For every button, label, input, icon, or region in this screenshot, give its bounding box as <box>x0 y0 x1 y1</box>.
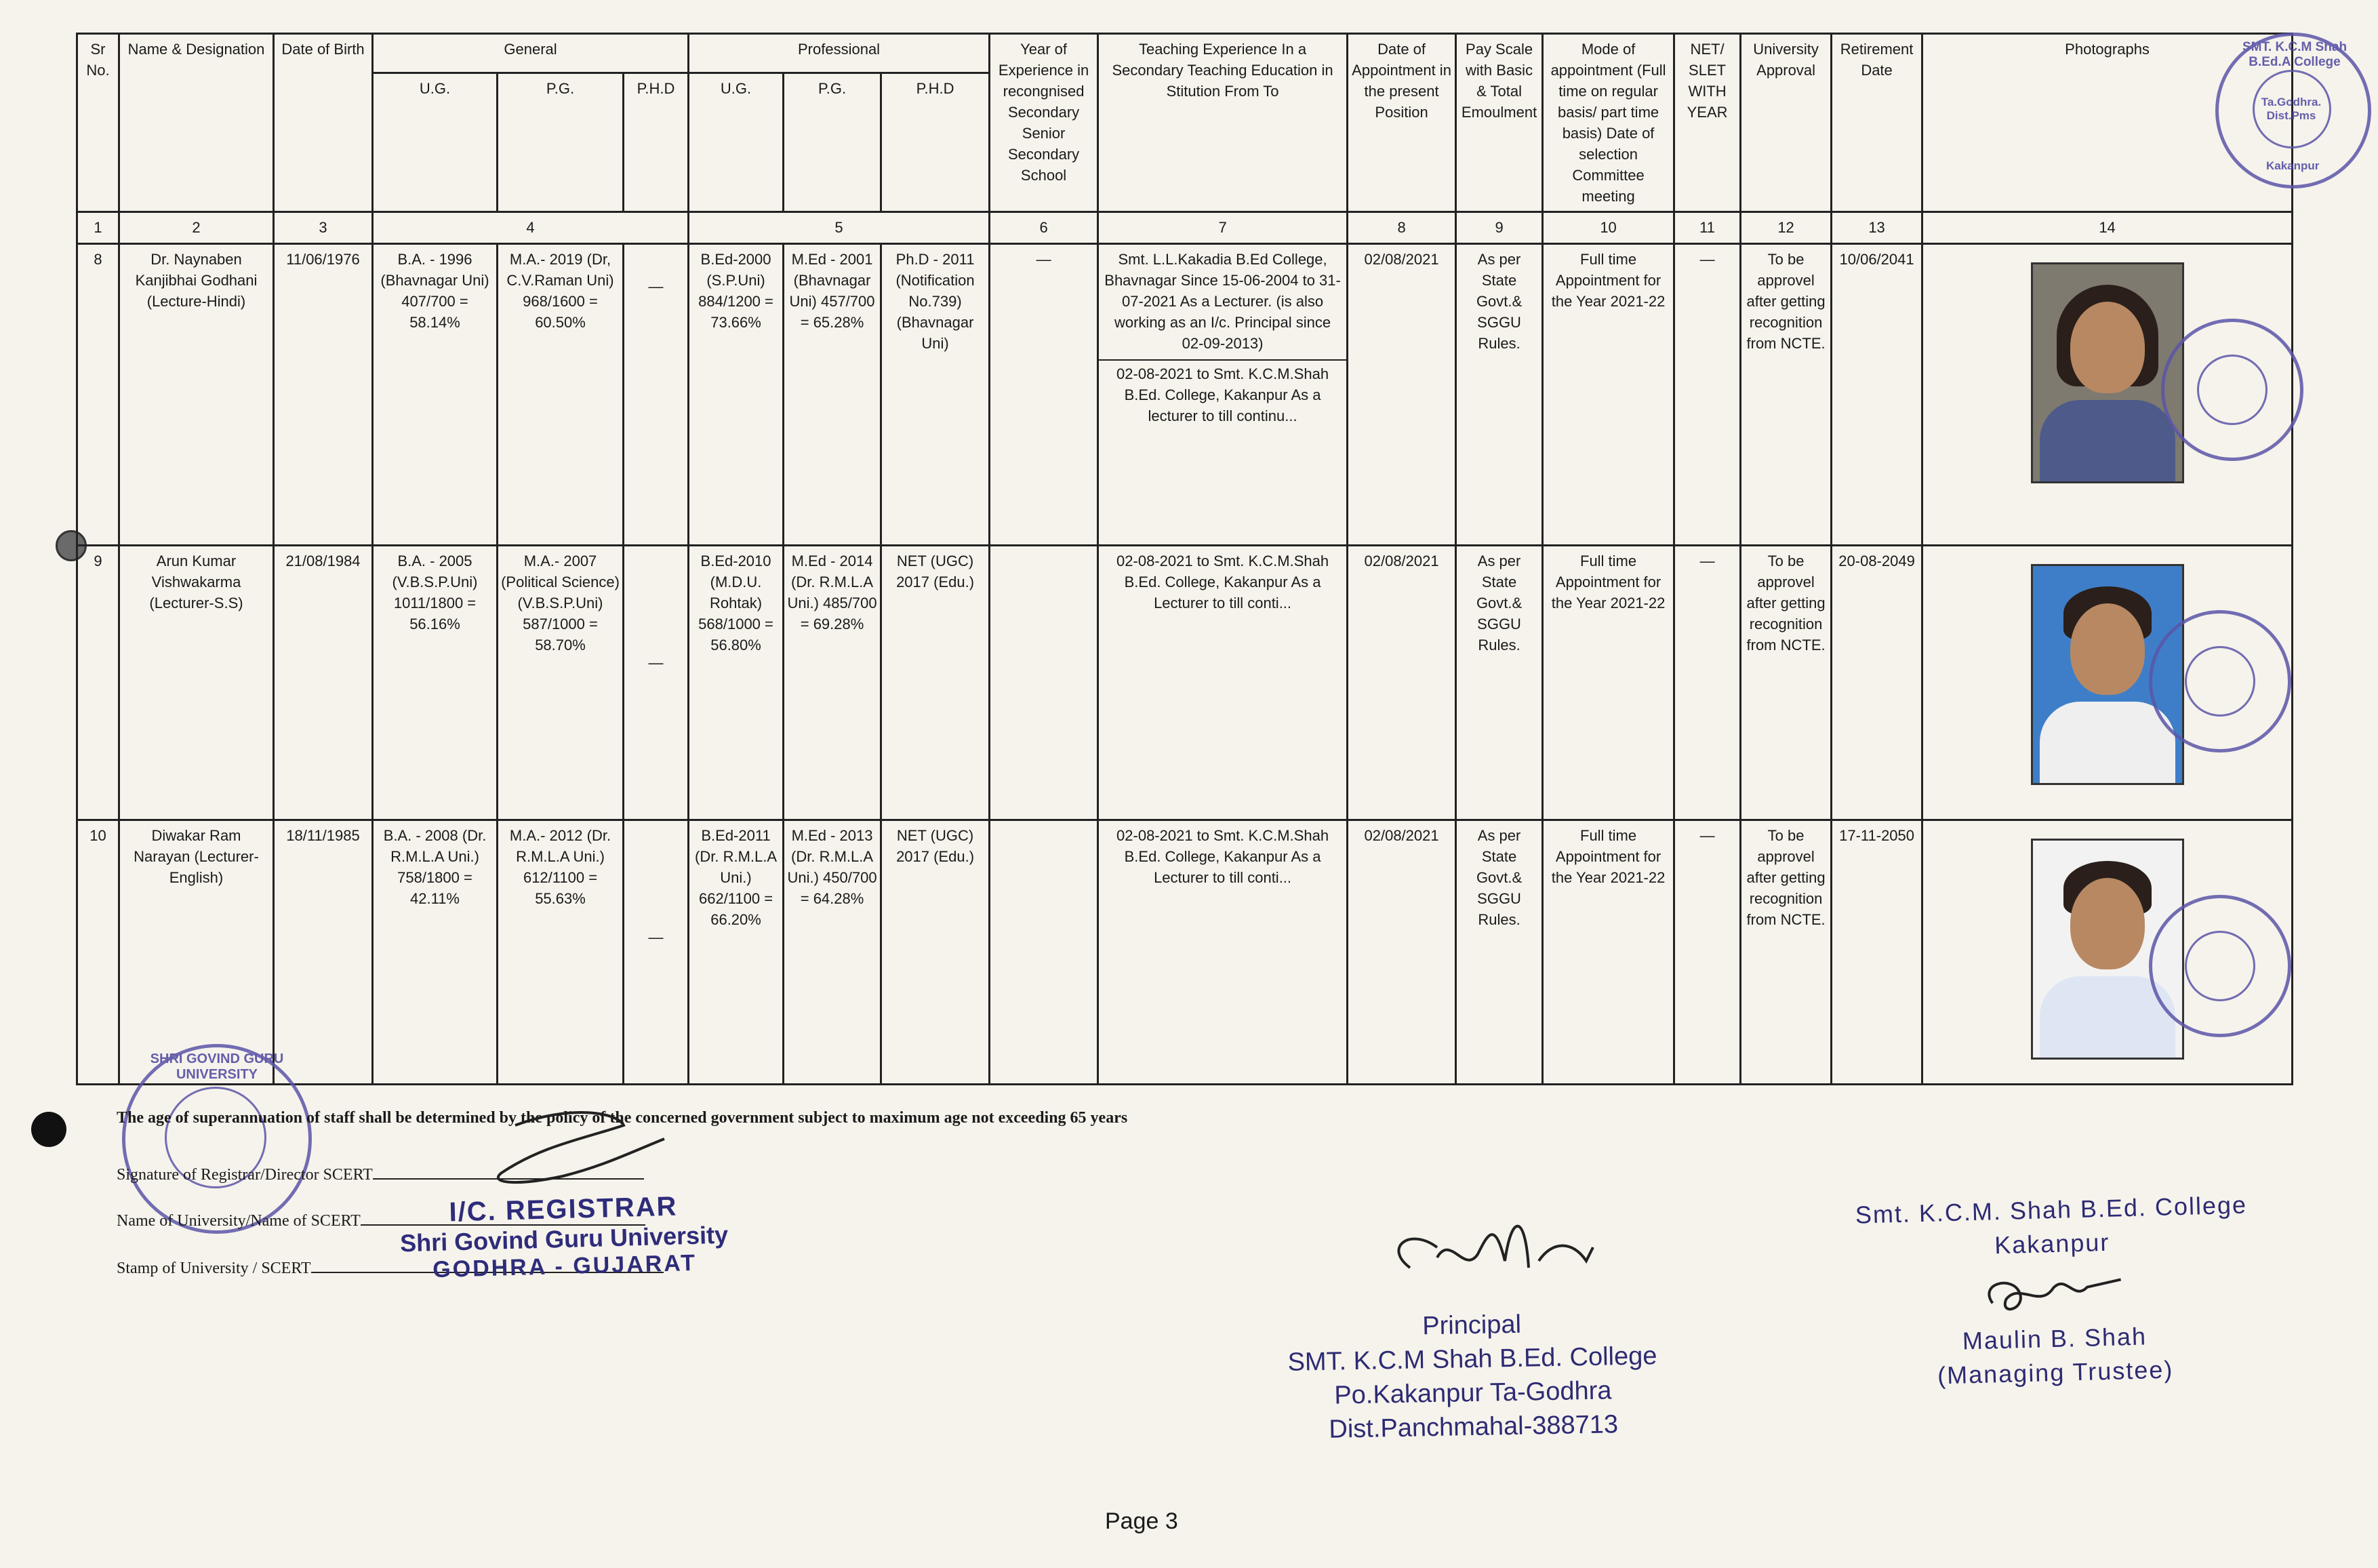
net-cell: — <box>1674 244 1741 546</box>
trustee-block <box>1855 1188 2252 1394</box>
name-cell: Arun Kumar Vishwakarma (Lecturer-S.S) <box>119 546 274 820</box>
general-pg-cell: M.A.- 2012 (Dr. R.M.L.A Uni.) 612/1100 = 55.63% <box>498 820 624 1085</box>
trustee-college: Smt. K.C.M. Shah B.Ed. College <box>1855 1190 2248 1229</box>
professional-pg-cell: M.Ed - 2013 (Dr. R.M.L.A Uni.) 450/700 = 64.28% <box>784 820 881 1085</box>
phd-dash: — <box>648 929 664 946</box>
col-num: 13 <box>1832 212 1922 244</box>
principal-college: SMT. K.C.M Shah B.Ed. College <box>1287 1342 1657 1377</box>
col-num: 8 <box>1348 212 1456 244</box>
col-num: 12 <box>1741 212 1832 244</box>
name-line-text: Name of University/Name of SCERT <box>117 1212 361 1230</box>
phd-dash: — <box>648 654 664 671</box>
table-row <box>77 244 2293 546</box>
pay-cell: As per State Govt.& SGGU Rules. <box>1456 546 1543 820</box>
header-professional-phd: P.H.D <box>881 73 990 212</box>
sr-cell: 10 <box>77 820 119 1085</box>
general-pg-cell: M.A.- 2007 (Political Science) (V.B.S.P.Uni) 587/1000 = 58.70% <box>498 546 624 820</box>
header-general: General <box>373 34 689 73</box>
header-dob: Date of Birth <box>274 34 373 212</box>
staff-photo <box>2031 262 2184 483</box>
retirement-cell: 10/06/2041 <box>1832 244 1922 546</box>
teaching-cell: 02-08-2021 to Smt. K.C.M.Shah B.Ed. College, Kakanpur As a Lecturer to till conti... <box>1098 546 1348 820</box>
header-date-appointment: Date of Appointment in the present Position <box>1348 34 1456 212</box>
university-seal-ring-text: SHRI GOVIND GURU UNIVERSITY <box>150 1051 284 1082</box>
general-phd-cell <box>624 820 689 1085</box>
pay-cell: As per State Govt.& SGGU Rules. <box>1456 820 1543 1085</box>
photo-seal-inner-ring <box>2197 355 2268 425</box>
principal-block <box>1287 1305 1658 1447</box>
photo-face <box>2070 302 2145 393</box>
header-university-approval: University Approval <box>1741 34 1832 212</box>
net-cell: — <box>1674 820 1741 1085</box>
header-sr-no: Sr No. <box>77 34 119 212</box>
col-num: 10 <box>1543 212 1674 244</box>
col-num: 5 <box>689 212 990 244</box>
header-professional: Professional <box>689 34 990 73</box>
college-seal <box>2215 33 2371 188</box>
teaching-text: Smt. L.L.Kakadia B.Ed College, Bhavnagar Since 15-06-2004 to 31-07-2021 As a Lecturer. (is also working as an I/c. Principal since 02-09-2013) <box>1104 251 1341 352</box>
college-seal-bottom-text: Kakanpur <box>2266 159 2320 172</box>
general-ug-cell: B.A. - 1996 (Bhavnagar Uni) 407/700 = 58.14% <box>373 244 498 546</box>
net-cell: — <box>1674 546 1741 820</box>
photo-seal <box>2149 895 2291 1037</box>
col-num: 6 <box>990 212 1098 244</box>
signature-line-text: Signature of Registrar/Director SCERT <box>117 1166 373 1184</box>
header-general-ug: U.G. <box>373 73 498 212</box>
col-num: 1 <box>77 212 119 244</box>
col-num: 4 <box>373 212 689 244</box>
experience-cell: — <box>990 244 1098 546</box>
photo-seal-inner-ring <box>2185 646 2255 717</box>
professional-ug-cell: B.Ed-2011 (Dr. R.M.L.A Uni.) 662/1100 = 66.20% <box>689 820 784 1085</box>
photo-face <box>2070 603 2145 695</box>
header-general-pg: P.G. <box>498 73 624 212</box>
approval-cell: To be approvel after getting recognition from NCTE. <box>1741 820 1832 1085</box>
header-professional-pg: P.G. <box>784 73 881 212</box>
professional-pg-cell: M.Ed - 2014 (Dr. R.M.L.A Uni.) 485/700 = 69.28% <box>784 546 881 820</box>
retirement-cell: 17-11-2050 <box>1832 820 1922 1085</box>
photo-body <box>2040 400 2175 483</box>
experience-cell <box>990 546 1098 820</box>
mode-cell: Full time Appointment for the Year 2021-22 <box>1543 244 1674 546</box>
photo-body <box>2040 702 2175 785</box>
appointment-cell: 02/08/2021 <box>1348 546 1456 820</box>
experience-cell <box>990 820 1098 1085</box>
column-number-row <box>77 212 2293 244</box>
page-number: Page 3 <box>1105 1508 1178 1534</box>
professional-ug-cell: B.Ed-2010 (M.D.U. Rohtak) 568/1000 = 56.80% <box>689 546 784 820</box>
col-num: 11 <box>1674 212 1741 244</box>
header-name-designation: Name & Designation <box>119 34 274 212</box>
trustee-place: Kakanpur <box>1994 1228 2110 1260</box>
header-professional-ug: U.G. <box>689 73 784 212</box>
professional-phd-cell: NET (UGC) 2017 (Edu.) <box>881 546 990 820</box>
registrar-signature <box>461 1098 685 1200</box>
college-seal-center-text: Ta.Godhra. Dist.Pms <box>2261 96 2322 122</box>
approval-cell: To be approvel after getting recognition from NCTE. <box>1741 546 1832 820</box>
teaching-text-2: 02-08-2021 to Smt. K.C.M.Shah B.Ed. College, Kakanpur As a lecturer to till continu... <box>1099 359 1346 426</box>
registrar-location: GODHRA - GUJARAT <box>432 1249 698 1283</box>
header-general-phd: P.H.D <box>624 73 689 212</box>
mode-cell: Full time Appointment for the Year 2021-22 <box>1543 546 1674 820</box>
trustee-signature <box>1964 1259 2142 1325</box>
header-mode-appointment: Mode of appointment (Full time on regular basis/ part time basis) Date of selection Committee meeting <box>1543 34 1674 212</box>
col-num: 2 <box>119 212 274 244</box>
staff-details-table <box>76 33 2293 1085</box>
name-cell: Diwakar Ram Narayan (Lecturer-English) <box>119 820 274 1085</box>
col-num: 14 <box>1922 212 2293 244</box>
table-row <box>77 546 2293 820</box>
university-seal <box>122 1044 312 1234</box>
principal-title: Principal <box>1422 1310 1522 1341</box>
college-seal-ring-text: SMT. K.C.M Shah B.Ed.A College <box>2242 40 2347 69</box>
professional-phd-cell: NET (UGC) 2017 (Edu.) <box>881 820 990 1085</box>
general-ug-cell: B.A. - 2008 (Dr. R.M.L.A Uni.) 758/1800 = 42.11% <box>373 820 498 1085</box>
professional-ug-cell: B.Ed-2000 (S.P.Uni) 884/1200 = 73.66% <box>689 244 784 546</box>
col-num: 9 <box>1456 212 1543 244</box>
dob-cell: 11/06/1976 <box>274 244 373 546</box>
teaching-cell <box>1098 244 1348 546</box>
dob-cell: 21/08/1984 <box>274 546 373 820</box>
principal-signature <box>1369 1193 1627 1315</box>
sr-cell: 9 <box>77 546 119 820</box>
header-photographs: Photographs <box>1922 34 2293 212</box>
professional-pg-cell: M.Ed - 2001 (Bhavnagar Uni) 457/700 = 65.28% <box>784 244 881 546</box>
sr-cell: 8 <box>77 244 119 546</box>
photo-face <box>2070 878 2145 969</box>
header-net-slet: NET/ SLET WITH YEAR <box>1674 34 1741 212</box>
name-cell: Dr. Naynaben Kanjibhai Godhani (Lecture-Hindi) <box>119 244 274 546</box>
col-num: 7 <box>1098 212 1348 244</box>
header-pay-scale: Pay Scale with Basic & Total Emoulment <box>1456 34 1543 212</box>
table-row <box>77 820 2293 1085</box>
dob-cell: 18/11/1985 <box>274 820 373 1085</box>
professional-phd-cell: Ph.D - 2011 (Notification No.739) (Bhavnagar Uni) <box>881 244 990 546</box>
registrar-title: I/C. REGISTRAR <box>449 1191 678 1228</box>
approval-cell: To be approvel after getting recognition from NCTE. <box>1741 244 1832 546</box>
photo-seal <box>2149 610 2291 752</box>
registrar-university: Shri Govind Guru University <box>399 1220 729 1258</box>
pay-cell: As per State Govt.& SGGU Rules. <box>1456 244 1543 546</box>
phd-dash: — <box>648 278 664 295</box>
general-phd-cell <box>624 546 689 820</box>
principal-address1: Po.Kakanpur Ta-Godhra <box>1333 1376 1612 1410</box>
header-retirement: Retirement Date <box>1832 34 1922 212</box>
header-row <box>77 34 2293 73</box>
superannuation-note: The age of superannuation of staff shall be determined by the policy of the concerned government subject to maximum age not exceeding 65 years <box>117 1109 1128 1127</box>
appointment-cell: 02/08/2021 <box>1348 820 1456 1085</box>
general-pg-cell: M.A.- 2019 (Dr, C.V.Raman Uni) 968/1600 = 60.50% <box>498 244 624 546</box>
general-phd-cell <box>624 244 689 546</box>
header-teaching-experience: Teaching Experience In a Secondary Teaching Education in Stitution From To <box>1098 34 1348 212</box>
col-num: 3 <box>274 212 373 244</box>
principal-address2: Dist.Panchmahal-388713 <box>1329 1410 1619 1444</box>
trustee-name: Maulin B. Shah <box>1962 1322 2148 1355</box>
appointment-cell: 02/08/2021 <box>1348 244 1456 546</box>
retirement-cell: 20-08-2049 <box>1832 546 1922 820</box>
punch-hole <box>31 1112 66 1147</box>
registrar-stamp <box>399 1190 729 1285</box>
teaching-cell: 02-08-2021 to Smt. K.C.M.Shah B.Ed. College, Kakanpur As a Lecturer to till conti... <box>1098 820 1348 1085</box>
stamp-line-text: Stamp of University / SCERT <box>117 1260 311 1277</box>
general-ug-cell: B.A. - 2005 (V.B.S.P.Uni) 1011/1800 = 56.16% <box>373 546 498 820</box>
header-year-experience: Year of Experience in recongnised Secondary Senior Secondary School <box>990 34 1098 212</box>
trustee-role: (Managing Trustee) <box>1937 1355 2174 1390</box>
photo-seal <box>2161 319 2303 461</box>
photo-seal-inner-ring <box>2185 931 2255 1001</box>
mode-cell: Full time Appointment for the Year 2021-22 <box>1543 820 1674 1085</box>
